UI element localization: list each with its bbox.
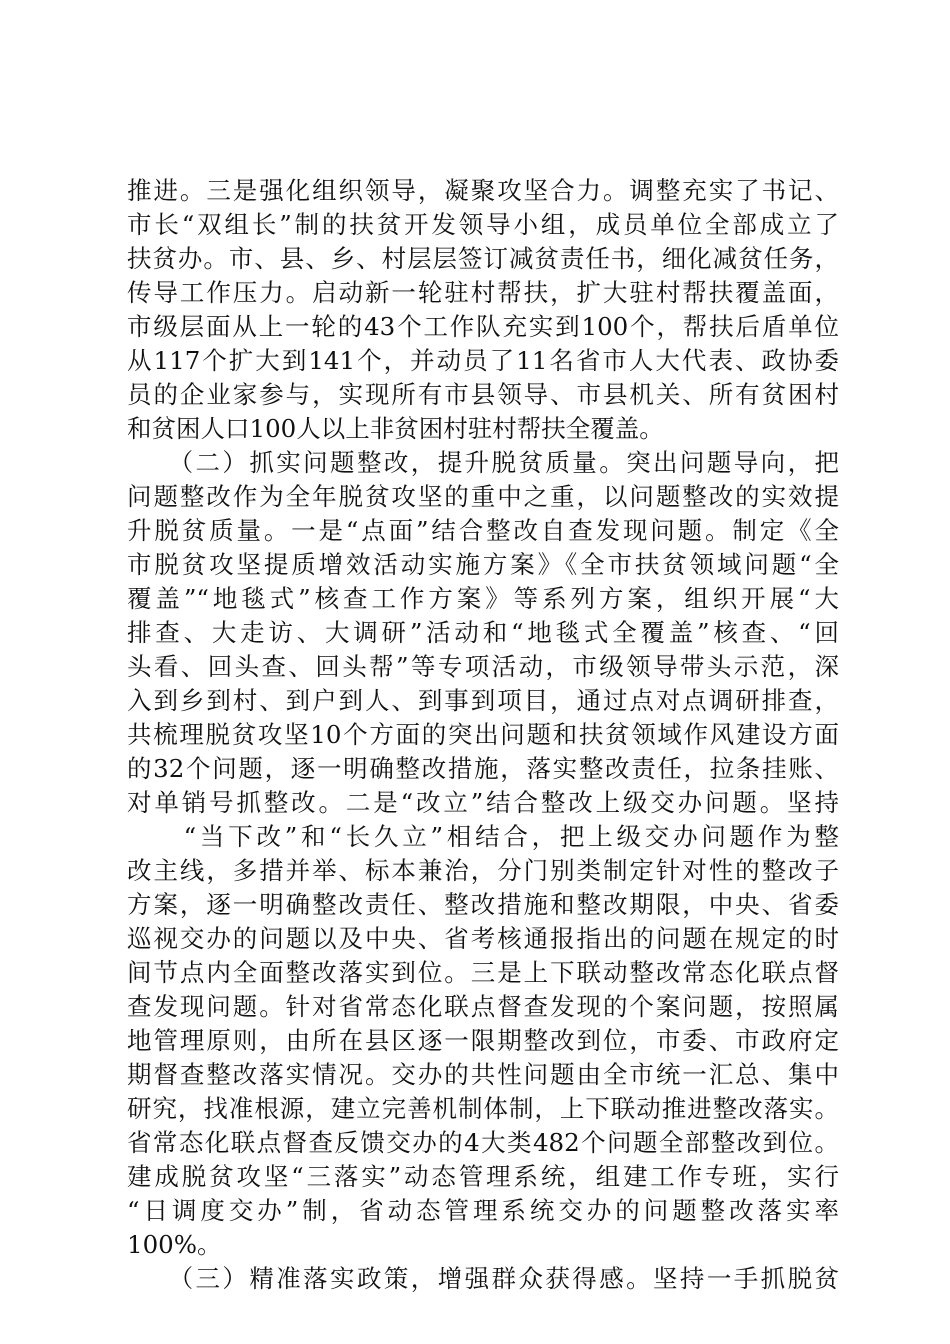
body-line: （二）抓实问题整改，提升脱贫质量。突出问题导向，把 <box>127 448 839 477</box>
body-line: 覆盖”“地毯式”核查工作方案》等系列方案，组织开展“大 <box>127 584 839 613</box>
body-line: 升脱贫质量。一是“点面”结合整改自查发现问题。制定《全 <box>127 516 839 545</box>
body-line: 地管理原则，由所在县区逐一限期整改到位，市委、市政府定 <box>127 1026 839 1055</box>
body-line: 对单销号抓整改。二是“改立”结合整改上级交办问题。坚持 <box>127 788 839 817</box>
body-line: 市脱贫攻坚提质增效活动实施方案》《全市扶贫领域问题“全 <box>127 550 839 579</box>
body-line: 建成脱贫攻坚“三落实”动态管理系统，组建工作专班，实行 <box>127 1162 839 1191</box>
body-line: 传导工作压力。启动新一轮驻村帮扶，扩大驻村帮扶覆盖面， <box>127 278 839 307</box>
body-line: 排查、大走访、大调研”活动和“地毯式全覆盖”核查、“回 <box>127 618 839 647</box>
body-line: 省常态化联点督查反馈交办的4大类482个问题全部整改到位。 <box>127 1128 839 1157</box>
body-line: 研究，找准根源，建立完善机制体制，上下联动推进整改落实。 <box>127 1094 839 1123</box>
body-line: 期督查整改落实情况。交办的共性问题由全市统一汇总、集中 <box>127 1060 839 1089</box>
body-line: 的32个问题，逐一明确整改措施，落实整改责任，拉条挂账、 <box>127 754 839 783</box>
body-line: 100%。 <box>127 1230 222 1259</box>
body-line: 入到乡到村、到户到人、到事到项目，通过点对点调研排查， <box>127 686 839 715</box>
body-line: 员的企业家参与，实现所有市县领导、市县机关、所有贫困村 <box>127 380 839 409</box>
body-line: 和贫困人口100人以上非贫困村驻村帮扶全覆盖。 <box>127 414 664 443</box>
body-line: （三）精准落实政策，增强群众获得感。坚持一手抓脱贫 <box>127 1264 839 1293</box>
body-line: “当下改”和“长久立”相结合，把上级交办问题作为整 <box>127 822 839 851</box>
body-line: 方案，逐一明确整改责任、整改措施和整改期限，中央、省委 <box>127 890 839 919</box>
body-line: 从117个扩大到141个，并动员了11名省市人大代表、政协委 <box>127 346 839 375</box>
body-line: 问题整改作为全年脱贫攻坚的重中之重，以问题整改的实效提 <box>127 482 839 511</box>
body-line: 改主线，多措并举、标本兼治，分门别类制定针对性的整改子 <box>127 856 839 885</box>
body-line: “日调度交办”制，省动态管理系统交办的问题整改落实率 <box>127 1196 839 1225</box>
body-line: 市级层面从上一轮的43个工作队充实到100个，帮扶后盾单位 <box>127 312 839 341</box>
body-line: 头看、回头查、回头帮”等专项活动，市级领导带头示范，深 <box>127 652 839 681</box>
body-line: 间节点内全面整改落实到位。三是上下联动整改常态化联点督 <box>127 958 839 987</box>
body-line: 扶贫办。市、县、乡、村层层签订减贫责任书，细化减贫任务， <box>127 244 839 273</box>
body-line: 查发现问题。针对省常态化联点督查发现的个案问题，按照属 <box>127 992 839 1021</box>
body-line: 市长“双组长”制的扶贫开发领导小组，成员单位全部成立了 <box>127 210 839 239</box>
body-line: 共梳理脱贫攻坚10个方面的突出问题和扶贫领域作风建设方面 <box>127 720 839 749</box>
body-line: 巡视交办的问题以及中央、省考核通报指出的问题在规定的时 <box>127 924 839 953</box>
body-line: 推进。三是强化组织领导，凝聚攻坚合力。调整充实了书记、 <box>127 176 839 205</box>
